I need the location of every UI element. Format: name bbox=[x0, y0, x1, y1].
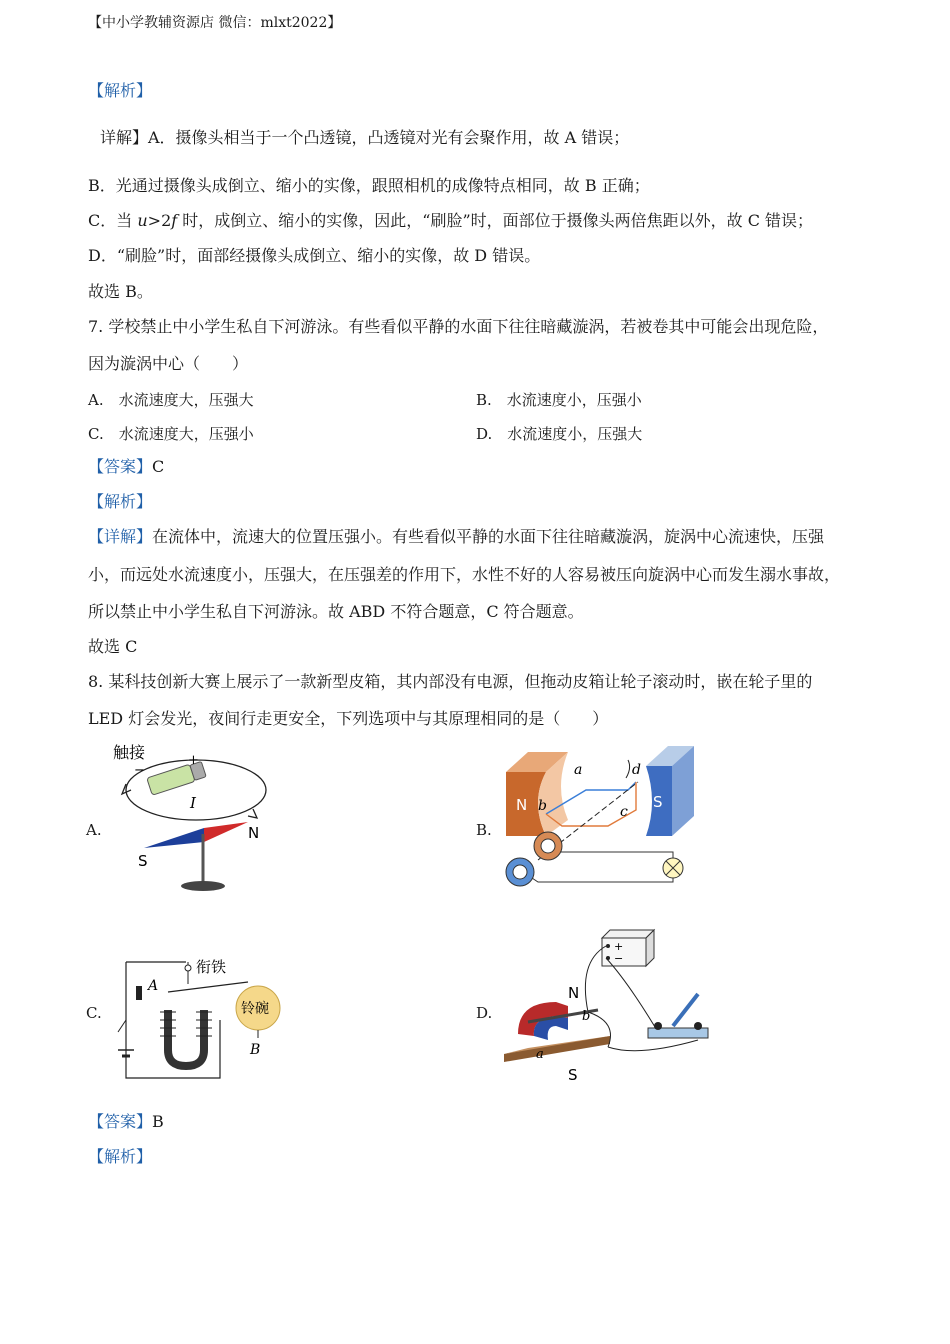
svg-text:B: B bbox=[250, 1042, 261, 1058]
q7-option-c: C. 水流速度大，压强小 bbox=[88, 425, 254, 443]
svg-text:c: c bbox=[620, 804, 628, 820]
svg-text:A: A bbox=[148, 978, 159, 994]
q7-answer: 【答案】C bbox=[88, 457, 165, 476]
q8-analysis-tag: 【解析】 bbox=[88, 1147, 153, 1166]
q7-option-a: A. 水流速度大，压强大 bbox=[88, 391, 254, 409]
svg-text:S: S bbox=[138, 852, 148, 870]
figa-touch-label: 触接 bbox=[113, 743, 146, 762]
q7-detail-line3: 所以禁止中小学生私自下河游泳。故 ABD 不符合题意，C 符合题意。 bbox=[88, 602, 584, 621]
svg-text:N: N bbox=[568, 984, 580, 1002]
svg-text:+: + bbox=[188, 753, 199, 768]
svg-text:−: − bbox=[614, 952, 624, 965]
q7-conclusion: 故选 C bbox=[88, 637, 138, 656]
q8-option-b-label: B. bbox=[476, 821, 492, 839]
q6-detail-c: C．当 u>2f 时，成倒立、缩小的实像，因此，“刷脸”时，面部位于摄像头两倍焦距以外，故 C 错误； bbox=[88, 211, 814, 230]
q7-option-d: D. 水流速度小，压强大 bbox=[476, 425, 643, 443]
q7-analysis-tag: 【解析】 bbox=[88, 492, 153, 511]
q7-detail-line1: 【详解】在流体中，流速大的位置压强小。有些看似平静的水面下往往暗藏漩涡，旋涡中心流速快，压强 bbox=[88, 527, 825, 546]
q6-detail-d: D．“刷脸”时，面部经摄像头成倒立、缩小的实像，故 D 错误。 bbox=[88, 246, 541, 265]
q8-option-d-label: D. bbox=[476, 1004, 493, 1022]
q8-option-a-label: A. bbox=[86, 821, 102, 839]
q8-stem-line1: 8. 某科技创新大赛上展示了一款新型皮箱，其内部没有电源，但拖动皮箱让轮子滚动时，嵌在轮子里的 bbox=[88, 672, 813, 691]
svg-text:S: S bbox=[653, 793, 663, 811]
svg-text:N: N bbox=[248, 824, 260, 842]
svg-text:N: N bbox=[516, 796, 528, 814]
q8-answer: 【答案】B bbox=[88, 1112, 164, 1131]
figure-c-electric-bell bbox=[108, 950, 288, 1090]
svg-text:+: + bbox=[614, 940, 624, 953]
page-header: 【中小学教辅资源店 微信：mlxt2022】 bbox=[88, 15, 342, 31]
svg-text:b: b bbox=[538, 798, 547, 814]
q7-option-b: B. 水流速度小，压强小 bbox=[476, 391, 642, 409]
svg-text:S: S bbox=[568, 1066, 578, 1084]
figure-b-generator bbox=[498, 742, 698, 894]
svg-text:a: a bbox=[574, 762, 583, 778]
svg-text:I: I bbox=[190, 794, 196, 812]
svg-text:b: b bbox=[582, 1009, 591, 1024]
q6-analysis-tag: 【解析】 bbox=[88, 81, 153, 100]
svg-text:d: d bbox=[632, 762, 641, 778]
q8-stem-line2: LED 灯会发光，夜间行走更安全，下列选项中与其原理相同的是（ ） bbox=[88, 709, 609, 728]
q8-option-c-label: C. bbox=[86, 1004, 102, 1022]
svg-text:a: a bbox=[536, 1047, 544, 1062]
q7-detail-line2: 小，而远处水流速度小，压强大，在压强差的作用下，水性不好的人容易被压向旋涡中心而发生溺水事故， bbox=[88, 565, 841, 584]
figure-d-induction-setup bbox=[498, 922, 718, 1087]
svg-text:衔铁: 衔铁 bbox=[196, 958, 227, 976]
svg-text:−: − bbox=[134, 763, 145, 778]
figure-a-oersted bbox=[108, 738, 278, 898]
q6-detail-a: 详解】A．摄像头相当于一个凸透镜，凸透镜对光有会聚作用，故 A 错误； bbox=[100, 128, 630, 147]
q6-detail-b: B．光通过摄像头成倒立、缩小的实像，跟照相机的成像特点相同，故 B 正确； bbox=[88, 176, 650, 195]
q7-stem-line1: 7. 学校禁止中小学生私自下河游泳。有些看似平静的水面下往往暗藏漩涡，若被卷其中可能会出现危险， bbox=[88, 317, 829, 336]
svg-text:铃碗: 铃碗 bbox=[241, 1001, 269, 1017]
q7-stem-line2: 因为漩涡中心（ ） bbox=[88, 354, 249, 373]
q6-conclusion: 故选 B。 bbox=[88, 282, 153, 301]
